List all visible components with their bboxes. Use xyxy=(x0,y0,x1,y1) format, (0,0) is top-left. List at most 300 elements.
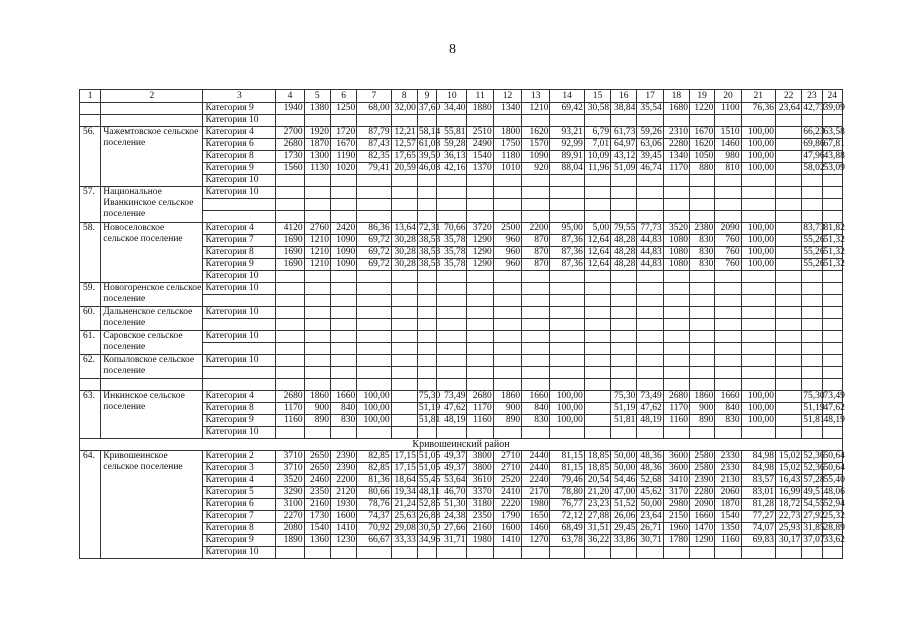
column-header: 6 xyxy=(330,90,356,103)
value-cell xyxy=(304,319,330,331)
value-cell xyxy=(584,283,610,295)
value-cell: 25,93 xyxy=(776,523,802,535)
value-cell: 84,98 xyxy=(741,463,775,475)
value-cell: 1540 xyxy=(467,151,493,163)
value-cell: 21,20 xyxy=(584,487,610,499)
value-cell xyxy=(776,271,802,283)
value-cell xyxy=(776,283,802,295)
value-cell xyxy=(276,331,304,343)
value-cell xyxy=(493,547,521,559)
value-cell xyxy=(493,115,521,127)
value-cell: 100,00 xyxy=(741,151,775,163)
value-cell: 88,04 xyxy=(550,163,584,175)
value-cell xyxy=(741,307,775,319)
value-cell xyxy=(776,127,802,139)
value-cell: 83,01 xyxy=(741,487,775,499)
value-cell: 47,62 xyxy=(823,403,845,413)
table-row xyxy=(80,391,843,403)
value-cell: 35,78 xyxy=(437,235,467,247)
value-cell: 2710 xyxy=(493,451,521,463)
value-cell: 2440 xyxy=(522,451,550,463)
value-cell: 72,31 xyxy=(418,223,441,233)
value-cell xyxy=(776,247,802,259)
value-cell xyxy=(690,355,715,367)
value-cell xyxy=(776,391,802,403)
value-cell xyxy=(330,379,356,391)
value-cell: 55,26 xyxy=(803,235,825,245)
value-cell: 48,19 xyxy=(437,415,467,427)
value-cell: 3710 xyxy=(276,451,304,463)
value-cell xyxy=(802,427,822,439)
value-cell xyxy=(715,115,741,127)
column-header: 20 xyxy=(715,90,741,103)
value-cell: 1160 xyxy=(715,535,741,547)
value-cell xyxy=(690,547,715,559)
value-cell: 2330 xyxy=(715,463,741,475)
value-cell xyxy=(493,307,521,319)
value-cell xyxy=(776,355,802,367)
value-cell: 18,72 xyxy=(776,499,802,511)
value-cell: 2410 xyxy=(493,487,521,499)
value-cell xyxy=(663,547,689,559)
value-cell: 2650 xyxy=(304,451,330,463)
value-cell xyxy=(357,295,391,307)
value-cell: 2090 xyxy=(715,223,741,235)
settlement-name: Новогоренское сельское поселение xyxy=(101,283,203,307)
value-cell: 2510 xyxy=(467,127,493,139)
value-cell: 2090 xyxy=(690,499,715,511)
value-cell: 3290 xyxy=(276,487,304,499)
value-cell xyxy=(776,259,802,271)
value-cell xyxy=(715,271,741,283)
value-cell xyxy=(584,355,610,367)
value-cell xyxy=(637,187,663,199)
value-cell: 73,49 xyxy=(437,391,467,403)
value-cell: 31,85 xyxy=(803,523,825,533)
settlement-number: 60. xyxy=(80,307,101,331)
value-cell xyxy=(776,403,802,415)
value-cell xyxy=(690,319,715,331)
value-cell: 1180 xyxy=(493,151,521,163)
value-cell xyxy=(522,427,550,439)
column-header: 1 xyxy=(80,90,101,103)
value-cell xyxy=(611,271,637,283)
value-cell xyxy=(330,307,356,319)
value-cell xyxy=(276,367,304,379)
value-cell xyxy=(822,283,842,295)
value-cell: 1290 xyxy=(690,535,715,547)
value-cell: 50,00 xyxy=(637,499,663,511)
value-cell: 1380 xyxy=(304,103,330,115)
category-cell xyxy=(203,343,276,355)
value-cell xyxy=(637,115,663,127)
value-cell xyxy=(776,343,802,355)
value-cell xyxy=(715,319,741,331)
value-cell xyxy=(417,367,436,379)
value-cell: 2680 xyxy=(276,391,304,403)
value-cell xyxy=(493,343,521,355)
value-cell: 31,71 xyxy=(437,535,467,547)
value-cell: 100,00 xyxy=(550,391,584,403)
value-cell: 51,52 xyxy=(611,499,637,511)
value-cell: 100,00 xyxy=(741,139,775,151)
value-cell xyxy=(276,211,304,223)
value-cell xyxy=(584,115,610,127)
value-cell xyxy=(715,355,741,367)
value-cell: 830 xyxy=(330,415,356,427)
category-cell: Категория 8 xyxy=(203,151,276,163)
value-cell: 30,58 xyxy=(584,103,610,115)
value-cell: 1220 xyxy=(690,103,715,115)
value-cell: 46,08 xyxy=(418,163,441,173)
column-header: 13 xyxy=(522,90,550,103)
value-cell xyxy=(802,175,822,187)
value-cell: 3100 xyxy=(276,499,304,511)
category-cell: Категория 8 xyxy=(203,523,276,535)
value-cell: 51,81 xyxy=(611,415,637,427)
value-cell: 36,22 xyxy=(584,535,610,547)
value-cell: 52,36 xyxy=(803,463,825,473)
value-cell: 17,15 xyxy=(391,463,417,475)
value-cell xyxy=(741,199,775,211)
value-cell xyxy=(304,343,330,355)
value-cell xyxy=(611,331,637,343)
value-cell xyxy=(550,355,584,367)
value-cell: 51,81 xyxy=(803,415,825,425)
value-cell xyxy=(467,379,493,391)
table-row xyxy=(80,355,843,367)
value-cell: 35,78 xyxy=(437,247,467,259)
value-cell xyxy=(690,199,715,211)
value-cell: 2700 xyxy=(276,127,304,139)
value-cell xyxy=(776,307,802,319)
value-cell xyxy=(550,211,584,223)
value-cell xyxy=(550,379,584,391)
value-cell: 17,15 xyxy=(391,451,417,463)
value-cell: 81,28 xyxy=(741,499,775,511)
value-cell xyxy=(741,379,775,391)
value-cell: 1340 xyxy=(493,103,521,115)
value-cell: 1160 xyxy=(276,415,304,427)
value-cell xyxy=(663,331,689,343)
category-cell xyxy=(203,319,276,331)
value-cell: 1190 xyxy=(330,151,356,163)
value-cell: 1170 xyxy=(276,403,304,415)
value-cell: 840 xyxy=(330,403,356,415)
value-cell xyxy=(584,427,610,439)
value-cell xyxy=(276,427,304,439)
value-cell xyxy=(690,379,715,391)
value-cell: 55,81 xyxy=(437,127,467,139)
district-title: Кривошеинский район xyxy=(80,439,843,451)
value-cell xyxy=(822,331,842,343)
value-cell: 52,85 xyxy=(418,499,441,509)
value-cell: 27,66 xyxy=(437,523,467,535)
category-cell: Категория 10 xyxy=(203,271,276,283)
value-cell: 1890 xyxy=(276,535,304,547)
value-cell: 49,51 xyxy=(803,487,825,497)
value-cell xyxy=(776,235,802,247)
value-cell xyxy=(611,211,637,223)
value-cell: 1620 xyxy=(522,127,550,139)
value-cell xyxy=(637,427,663,439)
value-cell: 3180 xyxy=(467,499,493,511)
value-cell xyxy=(437,211,467,223)
value-cell xyxy=(417,115,436,127)
value-cell xyxy=(690,427,715,439)
value-cell: 880 xyxy=(690,163,715,175)
value-cell: 1730 xyxy=(304,511,330,523)
value-cell xyxy=(550,175,584,187)
value-cell xyxy=(802,271,822,283)
value-cell: 1980 xyxy=(467,535,493,547)
value-cell: 1680 xyxy=(663,103,689,115)
value-cell: 2420 xyxy=(330,223,356,235)
value-cell: 51,05 xyxy=(418,463,441,473)
value-cell xyxy=(776,379,802,391)
settlement-name: Кривошеинское сельское поселение xyxy=(101,451,203,559)
settlement-name: Чажемтовское сельское поселение xyxy=(101,127,203,187)
value-cell xyxy=(357,547,391,559)
value-cell xyxy=(330,199,356,211)
value-cell: 15,02 xyxy=(776,463,802,475)
value-cell xyxy=(584,211,610,223)
value-cell xyxy=(437,175,467,187)
value-cell: 76,36 xyxy=(741,103,775,115)
value-cell xyxy=(802,283,822,295)
value-cell: 75,30 xyxy=(803,391,825,401)
value-cell: 100,00 xyxy=(741,391,775,403)
value-cell: 48,11 xyxy=(418,487,440,497)
value-cell xyxy=(467,271,493,283)
value-cell xyxy=(822,319,842,331)
value-cell: 51,32 xyxy=(823,235,845,245)
value-cell: 1660 xyxy=(522,391,550,403)
value-cell: 900 xyxy=(690,403,715,415)
value-cell xyxy=(741,115,775,127)
value-cell: 87,36 xyxy=(550,235,584,247)
value-cell: 1080 xyxy=(663,235,689,247)
value-cell: 28,89 xyxy=(823,523,845,533)
value-cell: 1410 xyxy=(330,523,356,535)
value-cell: 1210 xyxy=(304,259,330,271)
value-cell xyxy=(357,199,391,211)
value-cell xyxy=(276,271,304,283)
value-cell: 92,99 xyxy=(550,139,584,151)
category-cell: Категория 10 xyxy=(203,547,276,559)
value-cell xyxy=(584,379,610,391)
value-cell: 26,71 xyxy=(637,523,663,535)
value-cell: 1570 xyxy=(522,139,550,151)
value-cell: 1660 xyxy=(715,391,741,403)
value-cell: 3710 xyxy=(276,463,304,475)
value-cell: 2240 xyxy=(522,475,550,487)
value-cell: 2520 xyxy=(493,475,521,487)
value-cell xyxy=(715,343,741,355)
category-cell: Категория 10 xyxy=(203,355,276,367)
value-cell xyxy=(493,271,521,283)
value-cell xyxy=(822,115,842,127)
value-cell xyxy=(550,307,584,319)
value-cell: 3170 xyxy=(663,487,689,499)
value-cell xyxy=(550,271,584,283)
category-cell xyxy=(203,211,276,223)
category-cell xyxy=(203,379,276,391)
value-cell: 27,92 xyxy=(803,511,825,521)
value-cell: 68,00 xyxy=(357,103,391,115)
value-cell xyxy=(611,379,637,391)
value-cell: 1080 xyxy=(663,247,689,259)
table-row xyxy=(80,187,843,199)
value-cell xyxy=(437,307,467,319)
table-body xyxy=(80,90,843,559)
value-cell: 86,36 xyxy=(357,223,391,235)
value-cell: 77,27 xyxy=(741,511,775,523)
column-header: 7 xyxy=(357,90,391,103)
value-cell xyxy=(357,367,391,379)
value-cell xyxy=(467,187,493,199)
value-cell xyxy=(467,307,493,319)
value-cell: 61,73 xyxy=(611,127,637,139)
value-cell xyxy=(637,271,663,283)
value-cell: 49,37 xyxy=(437,451,467,463)
value-cell xyxy=(417,175,436,187)
value-cell: 1170 xyxy=(663,163,689,175)
value-cell xyxy=(663,115,689,127)
value-cell xyxy=(304,367,330,379)
category-cell: Категория 4 xyxy=(203,475,276,487)
value-cell: 1620 xyxy=(690,139,715,151)
value-cell: 51,09 xyxy=(611,163,637,175)
value-cell xyxy=(741,283,775,295)
value-cell: 23,64 xyxy=(776,103,802,115)
value-cell xyxy=(822,379,842,391)
settlement-number: 63. xyxy=(80,391,101,439)
settlement-number: 62. xyxy=(80,355,101,379)
value-cell: 2500 xyxy=(493,223,521,235)
value-cell: 1100 xyxy=(715,103,741,115)
value-cell: 1230 xyxy=(330,535,356,547)
value-cell xyxy=(522,319,550,331)
value-cell xyxy=(776,367,802,379)
value-cell xyxy=(741,211,775,223)
category-cell: Категория 9 xyxy=(203,259,276,271)
table-row xyxy=(80,379,843,391)
value-cell: 2380 xyxy=(690,223,715,235)
value-cell: 87,36 xyxy=(550,247,584,259)
value-cell: 1090 xyxy=(330,235,356,247)
category-cell: Категория 7 xyxy=(203,511,276,523)
value-cell: 760 xyxy=(715,247,741,259)
value-cell xyxy=(715,367,741,379)
value-cell xyxy=(584,199,610,211)
value-cell: 1050 xyxy=(690,151,715,163)
value-cell xyxy=(357,331,391,343)
value-cell: 3610 xyxy=(467,475,493,487)
value-cell: 1210 xyxy=(304,235,330,247)
value-cell: 2280 xyxy=(663,139,689,151)
value-cell: 1290 xyxy=(467,235,493,247)
value-cell: 82,85 xyxy=(357,451,391,463)
value-cell: 79,41 xyxy=(357,163,391,175)
value-cell xyxy=(584,391,610,403)
value-cell: 50,64 xyxy=(823,451,845,461)
value-cell: 3720 xyxy=(467,223,493,235)
column-header: 21 xyxy=(741,90,775,103)
category-cell: Категория 10 xyxy=(203,427,276,439)
value-cell xyxy=(690,331,715,343)
value-cell xyxy=(417,283,436,295)
value-cell xyxy=(417,427,436,439)
value-cell xyxy=(550,295,584,307)
value-cell: 830 xyxy=(690,259,715,271)
value-cell: 20,54 xyxy=(584,475,610,487)
value-cell xyxy=(776,331,802,343)
value-cell: 1870 xyxy=(304,139,330,151)
value-cell xyxy=(391,199,417,211)
value-cell xyxy=(357,271,391,283)
value-cell: 55,26 xyxy=(803,259,825,269)
value-cell xyxy=(357,283,391,295)
value-cell: 51,05 xyxy=(418,451,441,461)
value-cell: 26,88 xyxy=(418,511,441,521)
category-cell xyxy=(203,367,276,379)
value-cell: 17,65 xyxy=(391,151,417,163)
value-cell xyxy=(637,343,663,355)
value-cell: 830 xyxy=(690,247,715,259)
column-header: 4 xyxy=(276,90,304,103)
category-cell: Категория 3 xyxy=(203,463,276,475)
value-cell: 51,32 xyxy=(823,259,845,269)
value-cell xyxy=(330,211,356,223)
value-cell xyxy=(663,271,689,283)
value-cell: 44,83 xyxy=(637,259,663,271)
value-cell xyxy=(437,115,467,127)
value-cell: 51,19 xyxy=(803,403,825,413)
value-cell xyxy=(584,343,610,355)
value-cell: 1920 xyxy=(304,127,330,139)
value-cell xyxy=(663,367,689,379)
value-cell xyxy=(391,391,417,403)
value-cell xyxy=(776,547,802,559)
value-cell: 48,36 xyxy=(637,463,663,475)
value-cell xyxy=(522,271,550,283)
value-cell xyxy=(550,547,584,559)
value-cell xyxy=(776,427,802,439)
value-cell: 1690 xyxy=(276,247,304,259)
value-cell: 49,37 xyxy=(437,463,467,475)
value-cell xyxy=(330,283,356,295)
value-cell: 89,91 xyxy=(550,151,584,163)
column-header: 11 xyxy=(467,90,493,103)
value-cell xyxy=(822,295,842,307)
value-cell: 3520 xyxy=(663,223,689,235)
value-cell xyxy=(391,283,417,295)
value-cell xyxy=(663,211,689,223)
settlement-name: Национальное Иванкинское сельское поселение xyxy=(101,187,203,223)
value-cell: 81,15 xyxy=(550,451,584,463)
column-header: 3 xyxy=(203,90,276,103)
value-cell xyxy=(357,175,391,187)
value-cell xyxy=(522,547,550,559)
value-cell: 51,19 xyxy=(611,403,637,415)
value-cell: 960 xyxy=(493,247,521,259)
value-cell: 1690 xyxy=(276,235,304,247)
value-cell xyxy=(637,295,663,307)
value-cell: 48,28 xyxy=(611,247,637,259)
value-cell: 100,00 xyxy=(741,259,775,271)
value-cell: 48,36 xyxy=(637,451,663,463)
